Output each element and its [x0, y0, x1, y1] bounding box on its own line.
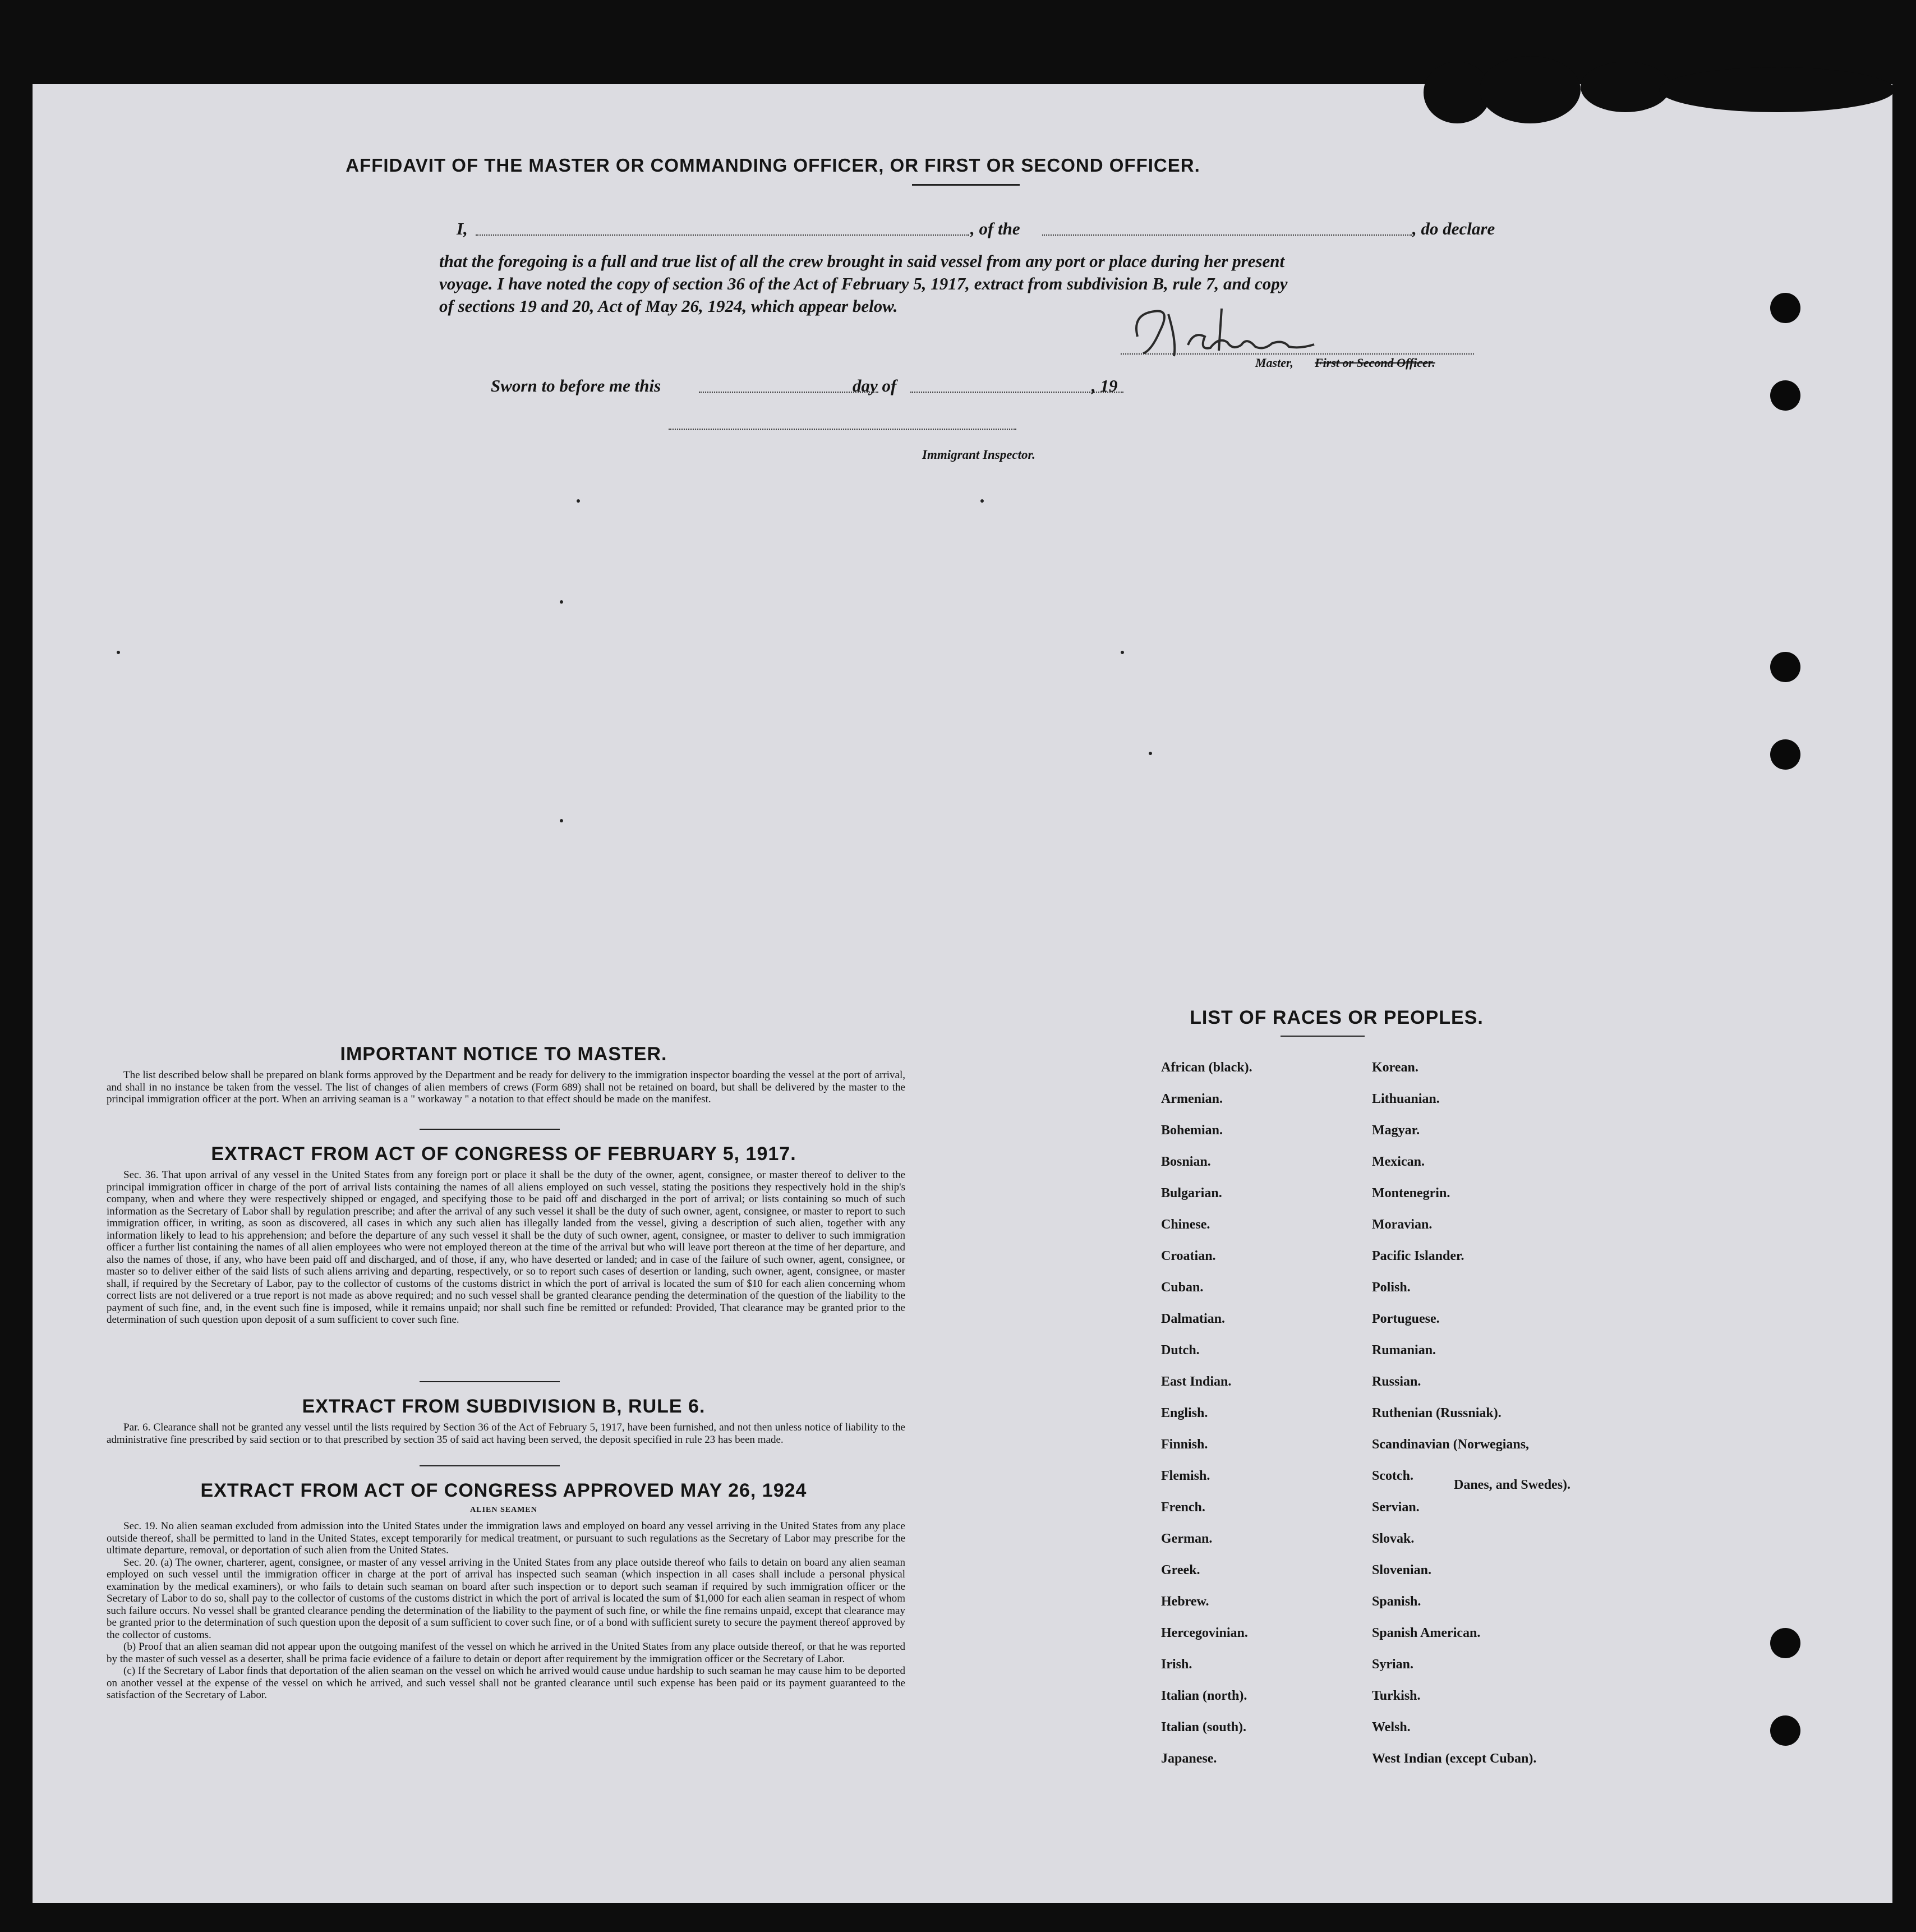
race-item: Armenian.: [1161, 1092, 1223, 1106]
punch-hole: [1770, 739, 1800, 770]
race-item: Greek.: [1161, 1563, 1200, 1577]
race-item: Bohemian.: [1161, 1123, 1223, 1138]
subdivision-text: Par. 6. Clearance shall not be granted any vessel until the lists required by Section 36 of the Act of February 5, 1917, have been furnished, and not then unless notice of liability to the administrative fine prescribed by said section or to that prescribed by section 35 of said act having been served, the deposit specified in rule 23 has been made.: [107, 1422, 905, 1446]
race-item: Syrian.: [1372, 1657, 1414, 1672]
race-item: Bulgarian.: [1161, 1186, 1222, 1200]
race-scandinavian-cont: Danes, and Swedes).: [1454, 1478, 1571, 1492]
signature-line: [1121, 353, 1474, 355]
inspector-line: [669, 429, 1016, 430]
affidavit-line-2: that the foregoing is a full and true list of all the crew brought in said vessel from any port or place during her present: [439, 251, 1285, 271]
inspector-label: Immigrant Inspector.: [922, 448, 1035, 462]
punch-hole: [1770, 293, 1800, 323]
torn-edge: [1581, 62, 1670, 112]
race-item: Bosnian.: [1161, 1154, 1211, 1169]
master-label: Master,: [1255, 356, 1293, 370]
affidavit-line-3: voyage. I have noted the copy of section 36 of the Act of February 5, 1917, extract from subdivision B, rule 7, and copy: [439, 274, 1288, 293]
race-item: Polish.: [1372, 1280, 1411, 1295]
race-item: Italian (south).: [1161, 1720, 1247, 1735]
race-item: Scandinavian (Norwegians,: [1372, 1437, 1530, 1452]
sec-20c: (c) If the Secretary of Labor finds that deportation of the alien seaman on the vessel on which he arrived would cause undue hardship to such seaman he may cause him to be deported on another vessel at the expense of the vessel on which he arrived, and such vessel shall not be granted clearance until such expense has been paid or its payment guaranteed to the satisfaction of the Secretary of Labor.: [107, 1665, 905, 1701]
torn-edge: [1480, 56, 1581, 123]
section-rule: [420, 1381, 560, 1382]
day-blank: [699, 392, 878, 393]
race-item: Scotch.: [1372, 1469, 1413, 1483]
race-item: Japanese.: [1161, 1751, 1217, 1766]
races-title: LIST OF RACES OR PEOPLES.: [1190, 1007, 1484, 1028]
notice-title: IMPORTANT NOTICE TO MASTER.: [340, 1043, 667, 1065]
race-item: Portuguese.: [1372, 1312, 1440, 1326]
ink-speck: [980, 499, 984, 503]
race-item: Ruthenian (Russniak).: [1372, 1406, 1502, 1420]
ink-speck: [1149, 752, 1152, 755]
race-item: West Indian (except Cuban).: [1372, 1751, 1537, 1766]
race-item: Slovak.: [1372, 1531, 1415, 1546]
ink-speck: [560, 600, 563, 604]
affidavit-declare: , do declare: [1412, 219, 1495, 238]
race-item: Finnish.: [1161, 1437, 1208, 1452]
race-item: Dalmatian.: [1161, 1312, 1225, 1326]
race-item: Turkish.: [1372, 1689, 1421, 1703]
section-rule: [420, 1465, 560, 1466]
day-of-label: day of: [853, 376, 897, 395]
ink-speck: [560, 819, 563, 822]
sworn-label: Sworn to before me this: [491, 376, 661, 395]
affidavit-i: I,: [457, 219, 468, 238]
race-item: Hebrew.: [1161, 1594, 1209, 1609]
race-item: Spanish.: [1372, 1594, 1421, 1609]
race-item: Pacific Islander.: [1372, 1249, 1464, 1263]
extract-1917-text: Sec. 36. That upon arrival of any vessel in the United States from any foreign port or place it shall be the duty of the owner, agent, consignee, or master thereof to deliver to the principal immigration officer in charge of the port of arrival lists containing the names of all aliens employed on such vessel, stating the positions they respectively hold in the ship's company, when and where they were respectively shipped or engaged, and specifying those to be paid off and discharged in the port of arrival; or lists containing so much of such information as the Secretary of Labor shall by regulation prescribe; and after the arrival of any such vessel it shall be the duty of such owner, agent, consignee, or master to report to such immigration officer, in writing, as soon as discovered, all cases in which any such alien has illegally landed from the vessel, giving a description of such alien, together with any information likely to lead to his apprehension; and before the departure of any such vessel it shall be the duty of such owner, agent, consignee, or master to deliver to such immigration officer a further list containing the names of all alien employees who were not employed thereon at the time of the arrival but who will leave port thereon at the time of her departure, and also the names of those, if any, who have been paid off and discharged, and of those, if any, who have deserted or landed; and in case of the failure of such owner, agent, consignee, or master so to deliver either of the said lists of such aliens arriving and departing, respectively, or so to report such cases of desertion or landing, such owner, agent, consignee, or master shall, if required by the Secretary of Labor, pay to the collector of customs of the customs district in which the port of arrival is located the sum of $10 for each alien concerning whom correct lists are not delivered or a true report is not made as above required; and no such vessel shall be granted clearance pending the determination of the question of the liability to the payment of such fine, and, in the event such fine is imposed, while it remains unpaid; nor shall such fine be remitted or refunded: Provided, That clearance may be granted prior to the determination of such question upon deposit of a sum sufficient to cover such fine.: [107, 1169, 905, 1326]
struck-officer-label: First or Second Officer.: [1315, 356, 1435, 370]
race-item: Dutch.: [1161, 1343, 1200, 1358]
race-item: Chinese.: [1161, 1217, 1210, 1232]
races-rule: [1281, 1036, 1365, 1037]
document-page: [33, 84, 1892, 1903]
race-item: Servian.: [1372, 1500, 1420, 1515]
extract-1924-text: [107, 1520, 905, 1701]
sec-20a: Sec. 20. (a) The owner, charterer, agent, consignee, or master of any vessel arriving in the United States from any place outside thereof who fails to detain on board any alien seaman employed on such vessel until the immigration officer in charge at the port of arrival has inspected such seaman (which inspection in all cases shall include a personal physical examination by the medical examiners), or who fails to detain such seaman on board after such inspection or to deport such seaman if required by such immigration officer or the Secretary of Labor to do so, shall pay to the collector of customs of the customs district in which the port of arrival is located the sum of $1,000 for each alien seaman in respect of whom such failure occurs. No vessel shall be granted clearance pending the determination of the liability to the payment of such fine, or while the fine remains unpaid, except that clearance may be granted prior to the determination of such question upon the deposit of a sum sufficient to cover such fine, or of a bond with sufficient surety to secure the payment thereof approved by the collector of customs.: [107, 1556, 905, 1641]
ink-speck: [1121, 651, 1124, 654]
title-rule: [912, 184, 1020, 186]
race-item: Moravian.: [1372, 1217, 1433, 1232]
race-item: Mexican.: [1372, 1154, 1425, 1169]
punch-hole: [1770, 652, 1800, 682]
race-item: Flemish.: [1161, 1469, 1210, 1483]
notice-text: The list described below shall be prepared on blank forms approved by the Department and be ready for delivery to the immigration inspector boarding the vessel at the port of arrival, and shall in no instance be taken from the vessel. The list of changes of alien members of crews (Form 689) shall not be retained on board, but shall be delivered by the master to the principal immigration officer at the port. When an arriving seaman is a " workaway " a notation to that effect should be made on the manifest.: [107, 1069, 905, 1105]
vessel-blank: [1042, 234, 1412, 236]
punch-hole: [1770, 1715, 1800, 1746]
name-blank: [476, 234, 969, 236]
torn-edge: [1659, 67, 1895, 112]
punch-hole: [1770, 380, 1800, 411]
subdivision-title: EXTRACT FROM SUBDIVISION B, RULE 6.: [302, 1396, 706, 1417]
race-item: Spanish American.: [1372, 1626, 1481, 1640]
affidavit-line-4: of sections 19 and 20, Act of May 26, 1924, which appear below.: [439, 296, 898, 316]
race-item: African (black).: [1161, 1060, 1252, 1075]
race-item: Croatian.: [1161, 1249, 1216, 1263]
extract-1924-title: EXTRACT FROM ACT OF CONGRESS APPROVED MAY 26, 1924: [200, 1480, 807, 1501]
ink-speck: [577, 499, 580, 503]
race-item: Italian (north).: [1161, 1689, 1247, 1703]
affidavit-title: AFFIDAVIT OF THE MASTER OR COMMANDING OFFICER, OR FIRST OR SECOND OFFICER.: [346, 155, 1200, 176]
sec-19: Sec. 19. No alien seaman excluded from admission into the United States under the immigration laws and employed on board any vessel arriving in the United States from any place outside thereof, shall be permitted to land in the United States, except temporarily for medical treatment, or pursuant to such regulations as the Secretary of Labor may prescribe for the ultimate departure, removal, or deportation of such alien from the United States.: [107, 1520, 905, 1556]
race-item: Magyar.: [1372, 1123, 1420, 1138]
sec-20b: (b) Proof that an alien seaman did not appear upon the outgoing manifest of the vessel on which he arrived in the United States from any place outside thereof, or that he was reported by the master of such vessel as a deserter, shall be prima facie evidence of a failure to detain or deport after requirement by the immigration officer or the Secretary of Labor.: [107, 1641, 905, 1665]
affidavit-of-the: , of the: [970, 219, 1020, 238]
alien-seamen-subtitle: ALIEN SEAMEN: [470, 1506, 537, 1514]
race-item: Cuban.: [1161, 1280, 1204, 1295]
race-item: German.: [1161, 1531, 1213, 1546]
race-item: Lithuanian.: [1372, 1092, 1440, 1106]
race-item: East Indian.: [1161, 1374, 1232, 1389]
ink-speck: [117, 651, 120, 654]
section-rule: [420, 1129, 560, 1130]
punch-hole: [1770, 1628, 1800, 1658]
race-item: English.: [1161, 1406, 1208, 1420]
race-item: Hercegovinian.: [1161, 1626, 1248, 1640]
race-item: French.: [1161, 1500, 1205, 1515]
race-item: Irish.: [1161, 1657, 1192, 1672]
race-item: Rumanian.: [1372, 1343, 1436, 1358]
race-item: Slovenian.: [1372, 1563, 1432, 1577]
race-item: Russian.: [1372, 1374, 1421, 1389]
race-item: Korean.: [1372, 1060, 1418, 1075]
extract-1917-title: EXTRACT FROM ACT OF CONGRESS OF FEBRUARY 5, 1917.: [211, 1143, 796, 1165]
year-label: , 19: [1091, 376, 1118, 395]
race-item: Montenegrin.: [1372, 1186, 1450, 1200]
race-item: Welsh.: [1372, 1720, 1411, 1735]
